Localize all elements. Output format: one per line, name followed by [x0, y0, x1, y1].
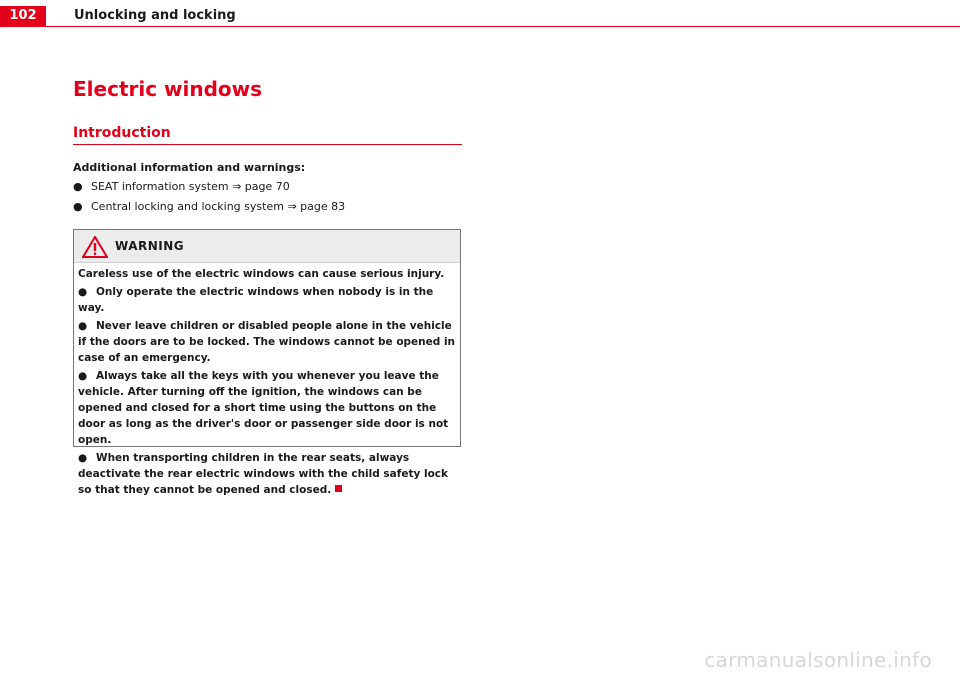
- arrow-icon: ⇒: [232, 180, 242, 193]
- intro-label: Additional information and warnings:: [73, 161, 306, 174]
- warning-header: [74, 230, 460, 263]
- warning-item: ● Always take all the keys with you whenever you leave the vehicle. After turning off the ignition, the windows can be opened and closed for a short time using the buttons on the door as long as the driver's door or passenger side door is not open.: [78, 370, 449, 446]
- section-subtitle: Introduction: [73, 125, 171, 141]
- warning-item: ● Only operate the electric windows when nobody is in the way.: [78, 286, 434, 314]
- warning-lead: Careless use of the electric windows can cause serious injury.: [78, 268, 445, 280]
- page-number: 102: [0, 6, 46, 26]
- list-item-text: SEAT information system ⇒ page 70: [91, 180, 290, 193]
- header-rule: [0, 26, 960, 27]
- running-title: Unlocking and locking: [74, 8, 236, 23]
- list-item-text: Central locking and locking system ⇒ page 83: [91, 200, 346, 213]
- page-reference-link[interactable]: page 83: [300, 200, 346, 213]
- subtitle-rule: [73, 144, 462, 145]
- warning-triangle-icon: [82, 236, 108, 258]
- watermark: carmanualsonline.info: [704, 648, 932, 672]
- page-reference-link[interactable]: page 70: [244, 180, 290, 193]
- warning-item: ● Never leave children or disabled people alone in the vehicle if the doors are to be locked. The windows cannot be opened in case of an emergency.: [78, 320, 456, 364]
- bullet-icon: ●: [78, 452, 88, 464]
- warning-box: [73, 229, 461, 496]
- bullet-icon: ●: [78, 320, 88, 332]
- page-header: [0, 0, 960, 28]
- end-of-section-icon: [335, 485, 342, 492]
- reference-list: [73, 180, 462, 220]
- bullet-icon: ●: [78, 370, 88, 382]
- arrow-icon: ⇒: [287, 200, 297, 213]
- section-title: Electric windows: [73, 77, 263, 101]
- bullet-icon: ●: [73, 180, 83, 193]
- warning-title: WARNING: [115, 239, 185, 253]
- list-item: [73, 180, 462, 200]
- list-item: [73, 200, 462, 220]
- warning-item: ● When transporting children in the rear seats, always deactivate the rear electric windows with the child safety lock so that they cannot be opened and closed.: [78, 452, 448, 496]
- bullet-icon: ●: [73, 200, 83, 213]
- warning-body: [78, 266, 458, 500]
- bullet-icon: ●: [78, 286, 88, 298]
